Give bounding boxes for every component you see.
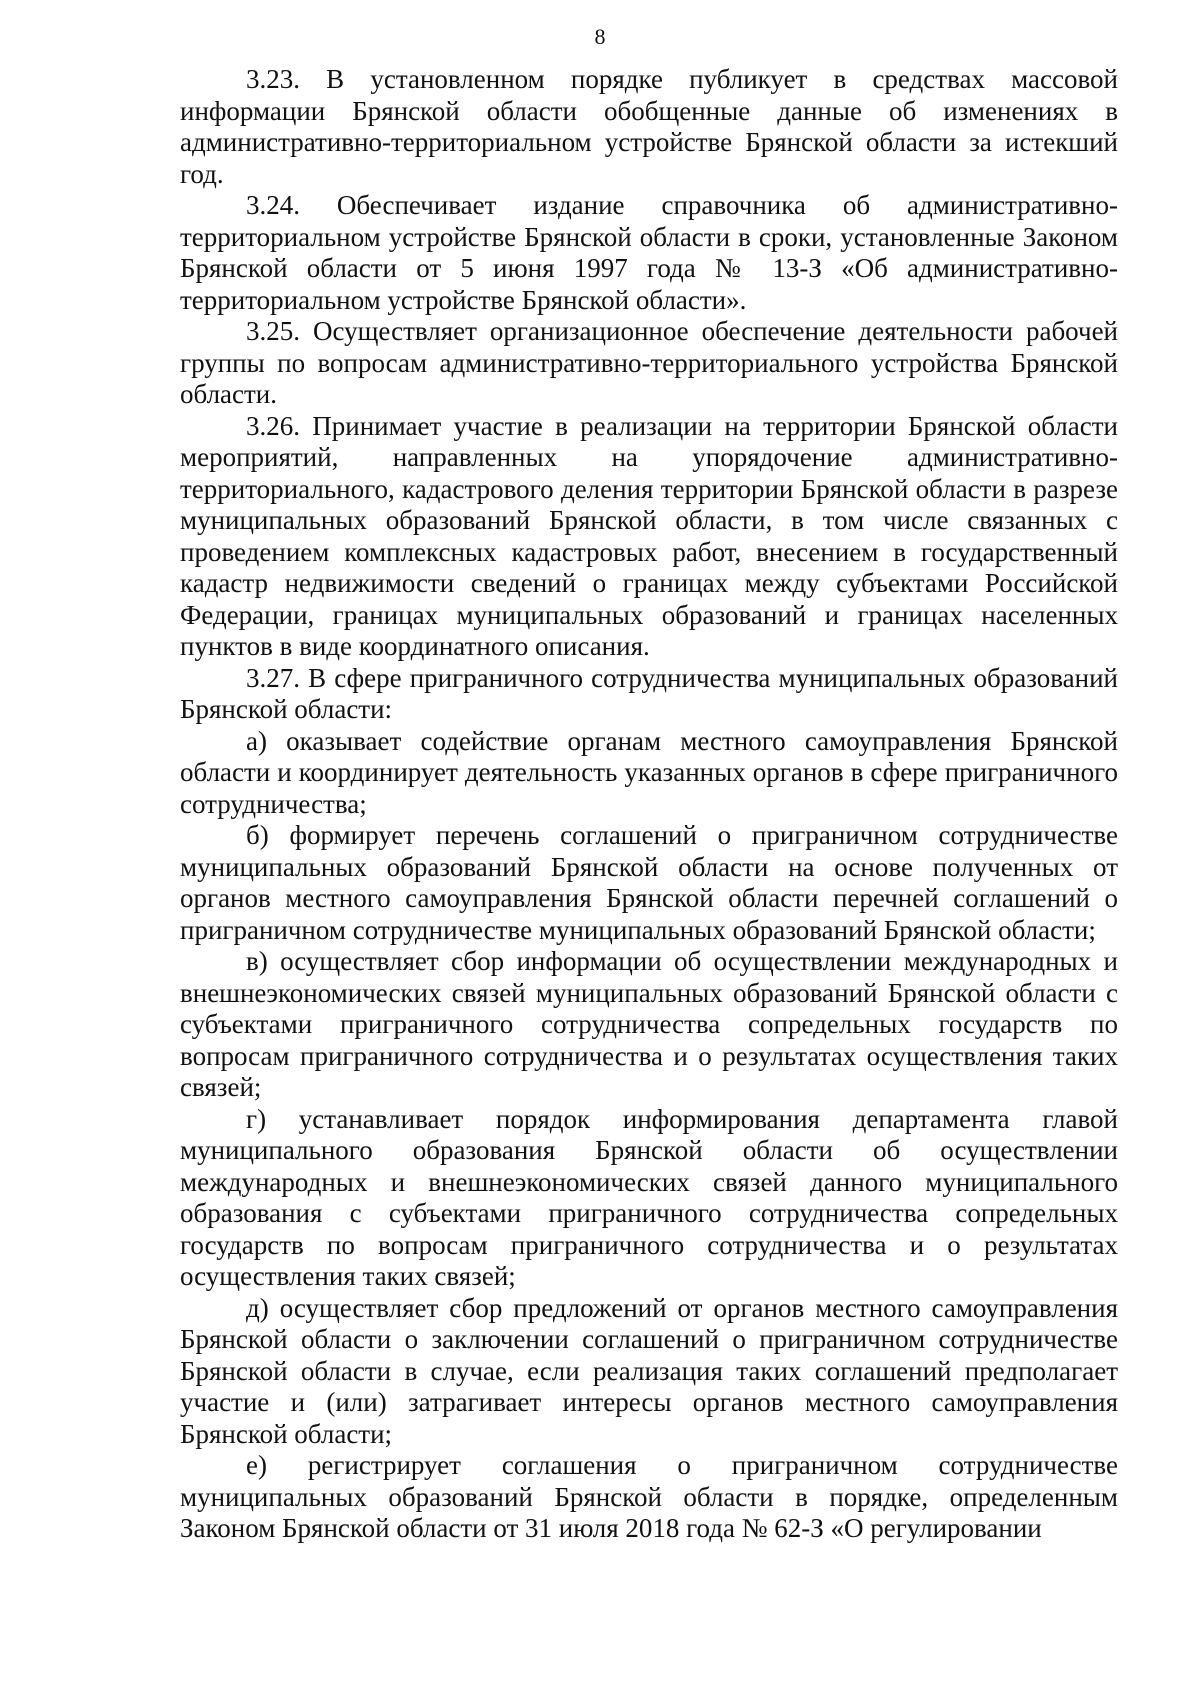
list-item-e: е) регистрирует соглашения о приграничном сотрудничестве муниципальных образований Брянской области в порядке, определенным Законом Брянской области от 31 июля 2018 года № 62-З «О регулировании — [180, 1450, 1118, 1543]
paragraph-3-25: 3.25. Осуществляет организационное обеспечение деятельности рабочей группы по вопросам административно-территориального устройства Брянской области. — [180, 316, 1118, 409]
list-item-g: г) устанавливает порядок информирования департамента главой муниципального образования Брянской области об осуществлении международных и внешнеэкономических связей данного муниципального образования с субъектами приграничного сотрудничества сопредельных государств по вопросам приграничного сотрудничества и о результатах осуществления таких связей; — [180, 1103, 1118, 1291]
list-item-v: в) осуществляет сбор информации об осуществлении международных и внешнеэкономических связей муниципальных образований Брянской области с субъектами приграничного сотрудничества сопредельных государств по вопросам приграничного сотрудничества и о результатах осуществления таких связей; — [180, 946, 1118, 1102]
document-body — [180, 64, 1118, 1545]
page-number: 8 — [594, 24, 606, 49]
paragraph-3-27: 3.27. В сфере приграничного сотрудничества муниципальных образований Брянской области: — [180, 662, 1118, 724]
paragraph-3-23: 3.23. В установленном порядке публикует в средствах массовой информации Брянской области обобщенные данные об изменениях в административно-территориальном устройстве Брянской области за истекший год. — [180, 64, 1118, 189]
paragraph-3-24: 3.24. Обеспечивает издание справочника об административно-территориальном устройстве Брянской области в сроки, установленные Законом Брянской области от 5 июня 1997 года № 13-З «Об административно-территориальном устройстве Брянской области». — [180, 190, 1118, 315]
list-item-d: д) осуществляет сбор предложений от органов местного самоуправления Брянской области о заключении соглашений о приграничном сотрудничестве Брянской области в случае, если реализация таких соглашений предполагает участие и (или) затрагивает интересы органов местного самоуправления Брянской области; — [180, 1292, 1118, 1449]
paragraph-3-26: 3.26. Принимает участие в реализации на территории Брянской области мероприятий, направленных на упорядочение административно-территориального, кадастрового деления территории Брянской области в разрезе муниципальных образований Брянской области, в том числе связанных с проведением комплексных кадастровых работ, внесением в государственный кадастр недвижимости сведений о границах между субъектами Российской Федерации, границах муниципальных образований и границах населенных пунктов в виде координатного описания. — [180, 410, 1118, 661]
list-item-b: б) формирует перечень соглашений о приграничном сотрудничестве муниципальных образований Брянской области на основе полученных от органов местного самоуправления Брянской области перечней соглашений о приграничном сотрудничестве муниципальных образований Брянской области; — [180, 820, 1118, 945]
list-item-a: а) оказывает содействие органам местного самоуправления Брянской области и координирует деятельность указанных органов в сфере приграничного сотрудничества; — [180, 725, 1118, 819]
